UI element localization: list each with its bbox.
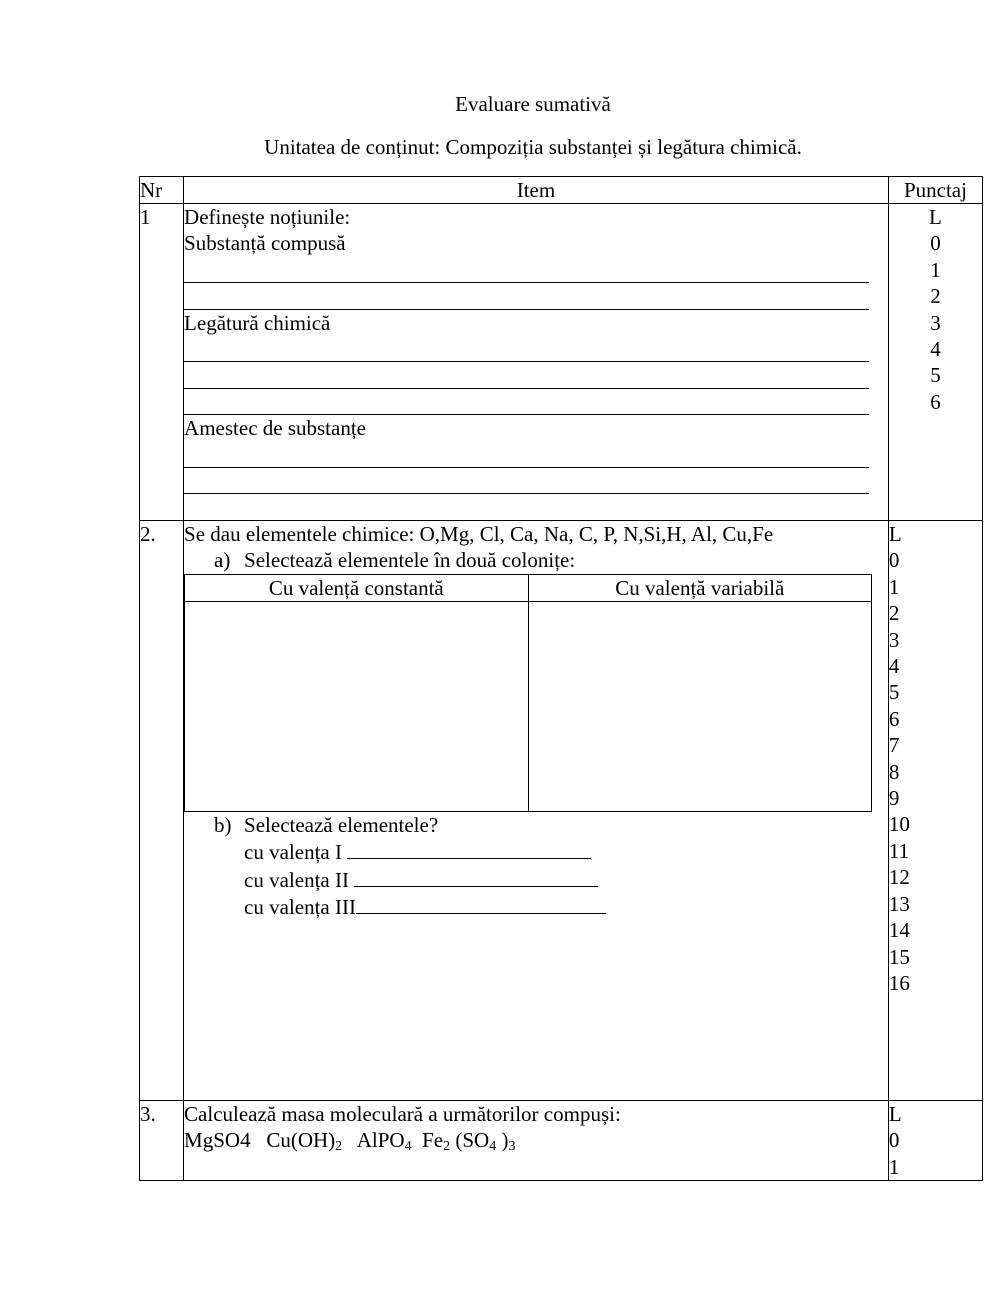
- points-value: 12: [888, 865, 910, 890]
- points-value: 5: [888, 680, 900, 705]
- row1-term3: Amestec de substanțe: [184, 416, 366, 441]
- answer-blank[interactable]: [354, 866, 598, 887]
- points-value: 0: [888, 1128, 900, 1153]
- row1-nr: 1: [140, 204, 184, 521]
- points-value: 13: [888, 891, 910, 916]
- answer-line[interactable]: [184, 442, 869, 468]
- valence-3-line: [184, 893, 888, 920]
- valence-1-line: [184, 838, 888, 865]
- evaluation-table: [139, 176, 983, 1181]
- answer-line[interactable]: [184, 336, 869, 362]
- answer-line[interactable]: [184, 362, 869, 388]
- points-value: 14: [888, 918, 910, 943]
- answer-line[interactable]: [184, 468, 869, 494]
- points-value: 1: [888, 1154, 900, 1179]
- points-value: 8: [888, 759, 900, 784]
- points-value: 3: [888, 627, 900, 652]
- row3-nr: 3.: [140, 1101, 184, 1181]
- header-nr: Nr: [140, 177, 184, 204]
- points-value: 11: [888, 838, 910, 863]
- answer-blank[interactable]: [356, 893, 606, 914]
- row1-instruction: Definește noțiunile:: [184, 205, 351, 229]
- points-value: 10: [888, 812, 910, 837]
- points-value: 2: [930, 284, 941, 309]
- row2-points: [888, 521, 982, 1101]
- answer-blank[interactable]: [347, 838, 591, 859]
- col-variable-header: Cu valență variabilă: [528, 574, 872, 601]
- points-value: 7: [888, 733, 900, 758]
- compound-1: MgSO4: [184, 1128, 251, 1153]
- row3-prompt: Calculează masa moleculară a următorilor compuși:: [184, 1102, 621, 1126]
- points-value: 9: [888, 786, 900, 811]
- page-title: Evaluare sumativă: [455, 92, 611, 116]
- row2-prompt: Se dau elementele chimice: O,Mg, Cl, Ca, Na, C, P, N,Si,H, Al, Cu,Fe: [184, 522, 774, 546]
- row1-points: [888, 204, 982, 521]
- points-value: 1: [888, 574, 900, 599]
- valence-columns-table: [184, 574, 872, 812]
- points-value: L: [929, 205, 942, 229]
- header-points: Punctaj: [888, 177, 982, 204]
- points-value: 16: [888, 970, 910, 995]
- row2-nr: 2.: [140, 521, 184, 1101]
- valence-2-label: cu valența II: [244, 867, 349, 892]
- points-value: 4: [930, 337, 941, 362]
- row1-item: [184, 204, 889, 521]
- row2-part-b: [184, 812, 888, 838]
- points-value: 1: [930, 257, 941, 282]
- row3-compounds: [184, 1127, 888, 1153]
- points-value: 15: [888, 944, 910, 969]
- answer-line[interactable]: [184, 389, 869, 415]
- points-value: L: [888, 522, 902, 546]
- col-constant-header: Cu valență constantă: [185, 574, 529, 601]
- points-value: 0: [930, 231, 941, 256]
- table-row: [140, 204, 983, 521]
- row2-item: [184, 521, 889, 1101]
- points-value: 5: [930, 363, 941, 388]
- page-subtitle: Unitatea de conținut: Compoziția substanței și legătura chimică.: [264, 135, 802, 159]
- valence-3-label: cu valența III: [244, 895, 356, 920]
- answer-line[interactable]: [184, 283, 869, 309]
- points-value: 4: [888, 654, 900, 679]
- row1-term1: Substanță compusă: [184, 231, 346, 256]
- table-row: [140, 1101, 983, 1181]
- compound-3: AlPO$_4$: [356, 1128, 412, 1155]
- points-value: 6: [888, 706, 900, 731]
- points-value: 6: [930, 389, 941, 414]
- row3-points: [888, 1101, 982, 1181]
- points-value: 3: [930, 310, 941, 335]
- variable-answer-cell[interactable]: [528, 601, 872, 811]
- answer-line[interactable]: [184, 257, 869, 283]
- part-b-label: b): [214, 812, 232, 837]
- part-a-text: Selectează elementele în două colonițe:: [244, 548, 576, 573]
- part-b-text: Selectează elementele?: [244, 812, 439, 837]
- row1-term2: Legătură chimică: [184, 310, 331, 335]
- points-value: L: [888, 1102, 902, 1126]
- row3-item: [184, 1101, 889, 1181]
- points-value: 0: [888, 548, 900, 573]
- compound-4: $Fe_2$ ($SO_4$ )$_3$: [422, 1128, 516, 1155]
- table-header-row: [140, 177, 983, 204]
- row2-part-a: [184, 547, 888, 573]
- points-value: 2: [888, 601, 900, 626]
- compound-2: $Cu(OH)_2$: [266, 1128, 343, 1155]
- valence-2-line: [184, 866, 888, 893]
- table-row: [140, 521, 983, 1101]
- header-item: Item: [184, 177, 889, 204]
- part-a-label: a): [214, 548, 231, 573]
- valence-1-label: cu valența I: [244, 840, 342, 865]
- constant-answer-cell[interactable]: [185, 601, 529, 811]
